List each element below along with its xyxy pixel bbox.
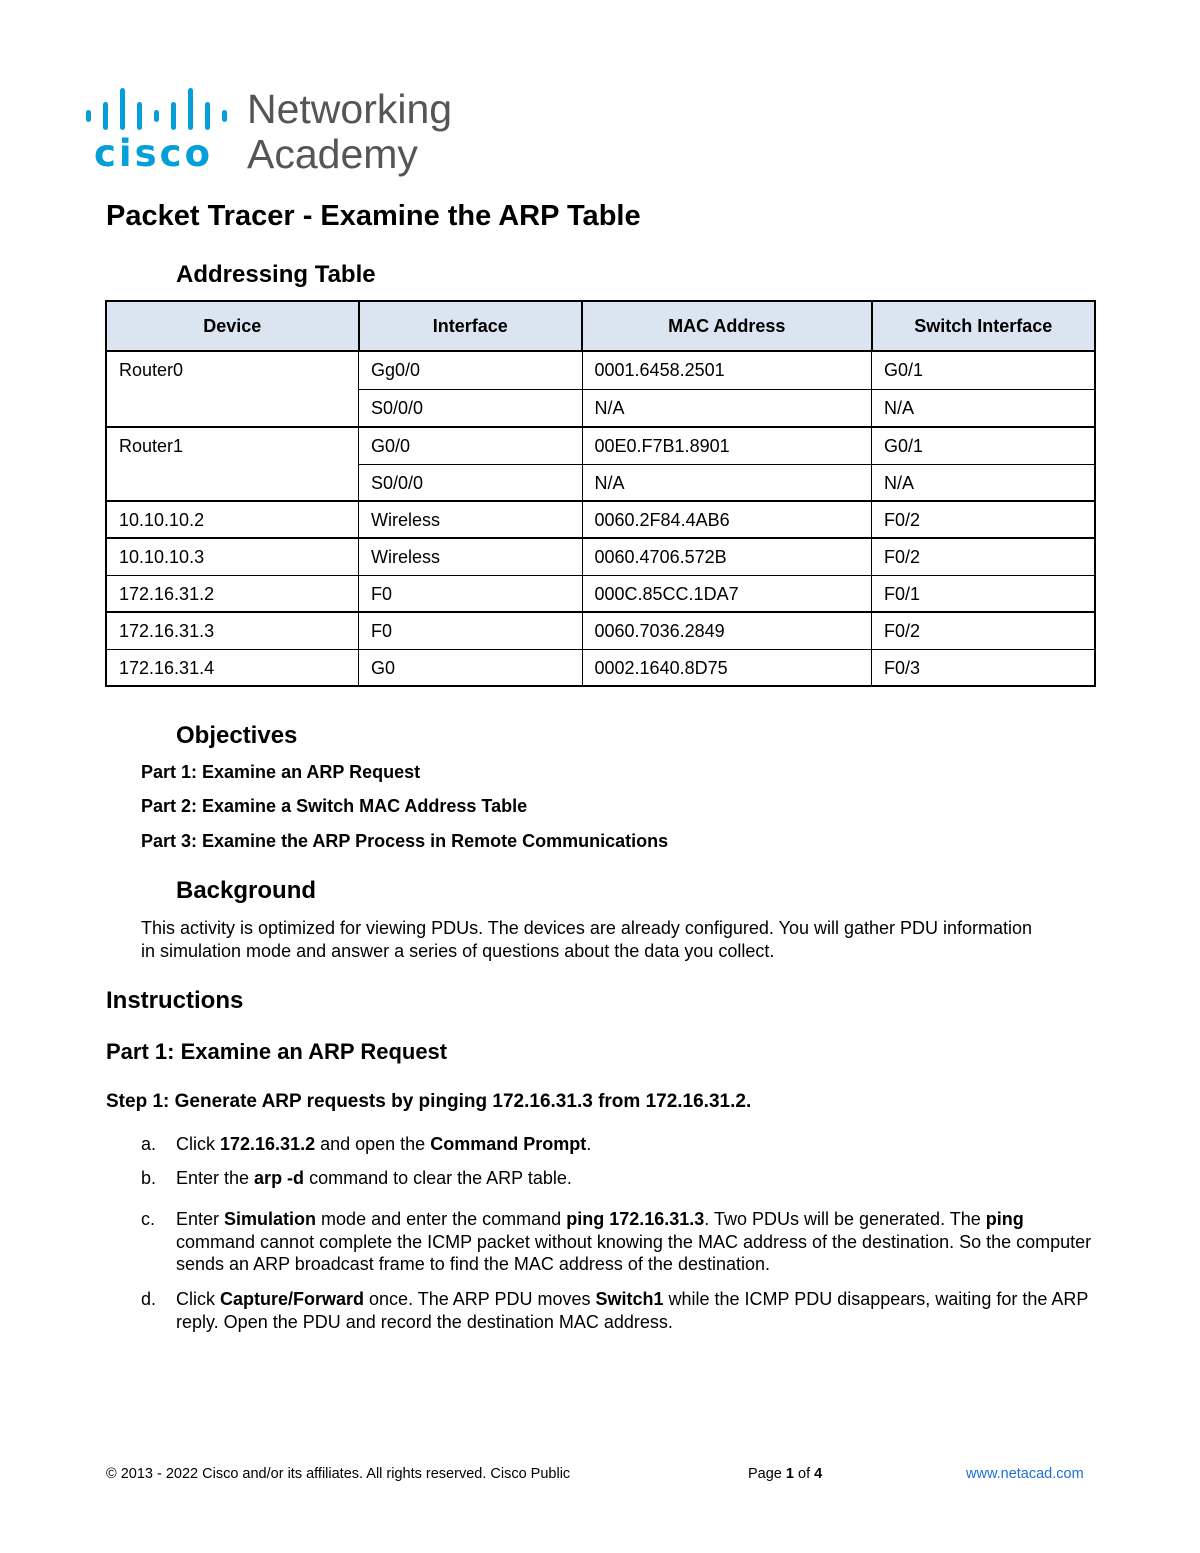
- table-row: [106, 427, 1095, 464]
- cell-mac: 0002.1640.8D75: [582, 649, 872, 686]
- cell-mac: 0060.2F84.4AB6: [582, 501, 872, 538]
- cell-device: 10.10.10.3: [106, 538, 359, 575]
- cell-device: 10.10.10.2: [106, 501, 359, 538]
- cell-mac: 000C.85CC.1DA7: [582, 575, 872, 612]
- list-marker: c.: [141, 1209, 156, 1229]
- part1-heading: Part 1: Examine an ARP Request: [106, 1039, 448, 1064]
- cell-interface: G0: [359, 649, 583, 686]
- cell-mac: 0060.4706.572B: [582, 538, 872, 575]
- cell-device: 172.16.31.2: [106, 575, 359, 612]
- cell-switch: F0/2: [872, 612, 1095, 649]
- list-item-c: c. Enter Simulation mode and enter the command ping 172.16.31.3. Two PDUs will be generated. The ping command cannot complete the ICMP packet without knowing the MAC address of the destination. So the computer sends an ARP broadcast frame to find the MAC address of the destination.: [141, 1209, 1092, 1274]
- instructions-heading: Instructions: [106, 987, 244, 1014]
- list-item-b: b. Enter the arp -d command to clear the ARP table.: [141, 1168, 572, 1188]
- objectives-heading: Objectives: [176, 722, 298, 749]
- step1-heading: Step 1: Generate ARP requests by pinging 172.16.31.3 from 172.16.31.2.: [106, 1091, 752, 1112]
- list-marker: a.: [141, 1134, 157, 1154]
- cisco-networking-academy-logo: [84, 88, 484, 180]
- logo-academy: Academy: [247, 131, 418, 177]
- table-row: [106, 575, 1095, 612]
- table-row: [106, 501, 1095, 538]
- column-header-interface: Interface: [359, 301, 583, 351]
- addressing-table: [105, 300, 1096, 687]
- cell-mac: 0001.6458.2501: [582, 351, 872, 389]
- logo-networking: Networking: [247, 88, 453, 132]
- cisco-bridge-logo-icon: [84, 88, 484, 180]
- cell-interface: Wireless: [359, 501, 583, 538]
- objective-item: Part 2: Examine a Switch MAC Address Table: [141, 796, 528, 816]
- background-paragraph: This activity is optimized for viewing PDUs. The devices are already configured. You will gather PDU information in simulation mode and answer a series of questions about the data you collect.: [141, 918, 1033, 961]
- cell-switch: F0/2: [872, 501, 1095, 538]
- cell-interface: S0/0/0: [359, 464, 583, 501]
- cell-device: 172.16.31.4: [106, 649, 359, 686]
- cell-mac: N/A: [582, 464, 872, 501]
- cell-switch: F0/2: [872, 538, 1095, 575]
- cell-interface: G0/0: [359, 427, 583, 464]
- objective-item: Part 3: Examine the ARP Process in Remote Communications: [141, 831, 669, 851]
- cell-interface: F0: [359, 575, 583, 612]
- column-header-device: Device: [106, 301, 359, 351]
- footer-copyright: © 2013 - 2022 Cisco and/or its affiliates. All rights reserved. Cisco Public: [106, 1466, 571, 1482]
- background-heading: Background: [176, 877, 317, 904]
- page-title: Packet Tracer - Examine the ARP Table: [106, 200, 641, 232]
- addressing-table-heading: Addressing Table: [176, 261, 376, 288]
- column-header-mac-address: MAC Address: [582, 301, 872, 351]
- cisco-wordmark: cisco: [94, 132, 213, 175]
- cell-switch: G0/1: [872, 427, 1095, 464]
- table-row: [106, 612, 1095, 649]
- list-marker: d.: [141, 1289, 157, 1309]
- table-row: [106, 538, 1095, 575]
- table-row: [106, 351, 1095, 389]
- cell-mac: 0060.7036.2849: [582, 612, 872, 649]
- cell-switch: N/A: [872, 389, 1095, 427]
- footer-website: [966, 1466, 1084, 1482]
- cell-device: Router0: [106, 351, 359, 427]
- cell-switch: F0/3: [872, 649, 1095, 686]
- footer-page-number: Page 1 of 4: [748, 1466, 823, 1482]
- table-header-row: [106, 301, 1095, 351]
- cell-switch: G0/1: [872, 351, 1095, 389]
- table-row: [106, 649, 1095, 686]
- list-item-a: a. Click 172.16.31.2 and open the Command Prompt.: [141, 1134, 592, 1154]
- cell-device: 172.16.31.3: [106, 612, 359, 649]
- cell-interface: Gg0/0: [359, 351, 583, 389]
- cell-interface: F0: [359, 612, 583, 649]
- cell-interface: Wireless: [359, 538, 583, 575]
- cell-interface: S0/0/0: [359, 389, 583, 427]
- objective-item: Part 1: Examine an ARP Request: [141, 762, 421, 782]
- list-marker: b.: [141, 1168, 157, 1188]
- cell-switch: F0/1: [872, 575, 1095, 612]
- column-header-switch-interface: Switch Interface: [872, 301, 1095, 351]
- cell-device: Router1: [106, 427, 359, 501]
- cell-switch: N/A: [872, 464, 1095, 501]
- website-link[interactable]: www.netacad.com: [966, 1466, 1084, 1482]
- list-item-d: d. Click Capture/Forward once. The ARP PDU moves Switch1 while the ICMP PDU disappears, waiting for the ARP reply. Open the PDU and record the destination MAC address.: [141, 1289, 1089, 1332]
- cell-mac: 00E0.F7B1.8901: [582, 427, 872, 464]
- cell-mac: N/A: [582, 389, 872, 427]
